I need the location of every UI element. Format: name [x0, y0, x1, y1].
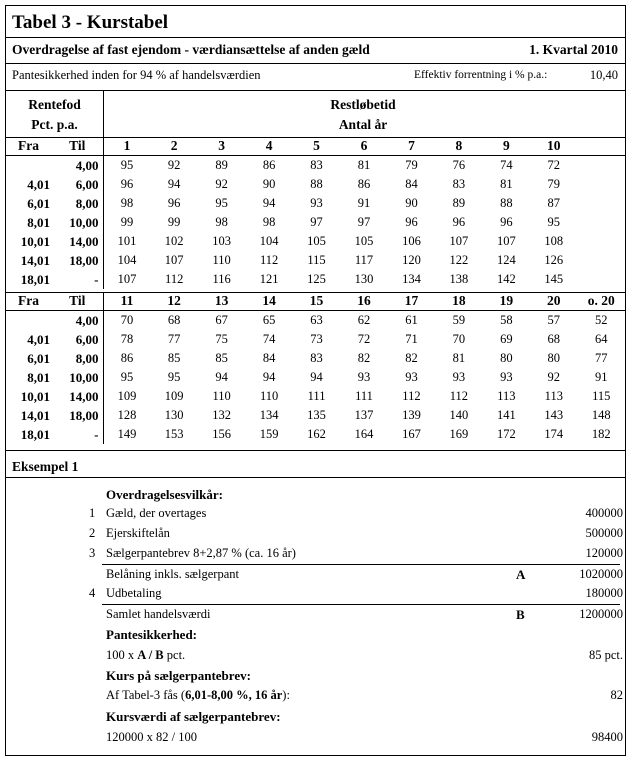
table-cell: 156	[212, 427, 231, 441]
year-header	[578, 137, 625, 156]
year-header: 3	[198, 137, 245, 156]
item-value: 120000	[585, 546, 623, 560]
year-header: 10	[530, 137, 577, 156]
table-cell: 98	[215, 215, 228, 229]
table-cell: 110	[259, 389, 279, 403]
year-header: 2	[150, 137, 197, 156]
rate-to: 6,00	[52, 330, 103, 349]
table-cell: 130	[164, 408, 184, 422]
item-value: 500000	[585, 526, 623, 540]
table-cell: 115	[307, 253, 326, 267]
table-cell: 174	[544, 427, 564, 441]
rate-table-block-1	[6, 137, 625, 289]
rate-from: 10,01	[20, 388, 50, 404]
rate-to: 18,00	[52, 251, 103, 270]
rentefod-label: Rentefod	[28, 97, 81, 112]
sum-a-label: Belåning inkls. sælgerpant	[106, 567, 239, 581]
terms-heading: Overdragelsesvilkår:	[106, 487, 223, 502]
table-cell: 72	[357, 332, 371, 346]
item-number: 2	[89, 526, 96, 540]
year-header: 4	[245, 137, 292, 156]
table-cell: 134	[402, 272, 421, 286]
table-cell: 83	[310, 351, 323, 365]
table-cell: 90	[405, 196, 418, 210]
table-cell: 70	[120, 313, 134, 327]
year-header: 16	[340, 292, 387, 311]
table-cell: 142	[496, 272, 516, 286]
table-cell: 106	[402, 234, 421, 248]
table-row	[6, 175, 625, 194]
table-cell: 89	[215, 158, 228, 172]
table-cell: 97	[310, 215, 323, 229]
year-header: 20	[530, 292, 577, 311]
table-cell: 93	[357, 370, 371, 384]
year-header: 1	[103, 137, 150, 156]
kurs-heading: Kurs på sælgerpantebrev:	[106, 668, 251, 683]
page-title: Tabel 3 - Kurstabel	[12, 12, 169, 33]
pct-label: Pct. p.a.	[31, 117, 78, 132]
table-cell: 98	[120, 196, 134, 210]
antal-label: Antal år	[338, 117, 388, 132]
rate-to: 4,00	[52, 311, 103, 331]
table-cell: 132	[212, 408, 231, 422]
fra-header: Fra	[6, 292, 52, 311]
table-cell: 83	[310, 158, 323, 172]
table-cell: 61	[405, 313, 418, 327]
table-cell: 75	[215, 332, 228, 346]
table-cell: 95	[120, 370, 134, 384]
table-cell: 109	[164, 389, 184, 403]
table-cell: 105	[354, 234, 374, 248]
rate-from: 6,01	[27, 350, 50, 366]
year-header: o. 20	[578, 292, 625, 311]
table-row	[6, 406, 625, 425]
table-cell: 107	[496, 234, 516, 248]
table-row	[6, 194, 625, 213]
year-header: 8	[435, 137, 482, 156]
til-header: Til	[52, 292, 103, 311]
table-cell: 82	[357, 351, 371, 365]
table-cell: 111	[307, 389, 326, 403]
rate-value: 10,40	[589, 68, 618, 82]
rate-to: 6,00	[52, 175, 103, 194]
year-header: 17	[388, 292, 435, 311]
table-cell: 113	[497, 389, 516, 403]
divider	[6, 450, 625, 451]
table-cell: 77	[167, 332, 181, 346]
kurs-value: 82	[610, 688, 623, 702]
table-cell: 121	[259, 272, 279, 286]
sum-b-mark: B	[516, 607, 525, 622]
table-cell: 162	[307, 427, 326, 441]
table-cell: 74	[262, 332, 276, 346]
table-cell: 134	[259, 408, 279, 422]
table-cell: 99	[120, 215, 134, 229]
sum-b-label: Samlet handelsværdi	[106, 607, 211, 621]
table-cell: 87	[547, 196, 561, 210]
fra-header: Fra	[6, 137, 52, 156]
table-cell: 86	[357, 177, 371, 191]
table-cell: 149	[117, 427, 137, 441]
table-cell: 59	[452, 313, 466, 327]
table-cell: 126	[544, 253, 564, 267]
table-cell: 153	[164, 427, 184, 441]
table-cell: 167	[402, 427, 421, 441]
rate-to: 8,00	[52, 194, 103, 213]
table-cell: 81	[452, 351, 466, 365]
rate-from: 8,01	[27, 214, 50, 230]
table-cell: 96	[452, 215, 466, 229]
table-cell: 88	[310, 177, 323, 191]
table-cell: 145	[544, 272, 564, 286]
table-cell: 79	[547, 177, 561, 191]
rate-from: 6,01	[27, 195, 50, 211]
table-cell: 72	[547, 158, 561, 172]
example-title: Eksempel 1	[12, 459, 79, 474]
table-cell: 76	[452, 158, 466, 172]
table-cell	[578, 232, 625, 251]
table-cell: 122	[449, 253, 469, 267]
rate-from: 18,01	[20, 426, 50, 442]
table-cell: 84	[405, 177, 418, 191]
sum-underline	[102, 564, 620, 565]
item-number: 3	[89, 546, 96, 560]
table-cell: 111	[355, 389, 373, 403]
table-row	[6, 311, 625, 331]
table-row	[6, 425, 625, 444]
table-cell: 62	[357, 313, 371, 327]
table-cell: 95	[215, 196, 228, 210]
item-label: Udbetaling	[106, 586, 162, 600]
rate-to: 10,00	[52, 213, 103, 232]
table-cell: 83	[452, 177, 466, 191]
year-header: 7	[388, 137, 435, 156]
table-cell: 104	[117, 253, 137, 267]
security-value: 85 pct.	[588, 648, 623, 662]
table-cell: 86	[262, 158, 276, 172]
table-cell: 143	[544, 408, 564, 422]
table-row	[6, 213, 625, 232]
year-header: 5	[293, 137, 340, 156]
table-cell: 64	[595, 332, 608, 346]
table-cell: 73	[310, 332, 323, 346]
rate-from: 14,01	[20, 252, 50, 268]
column-header-row	[6, 137, 625, 156]
table-cell: 109	[117, 389, 137, 403]
table-cell: 105	[307, 234, 326, 248]
table-cell: 94	[215, 370, 228, 384]
table-cell: 115	[592, 389, 611, 403]
table-cell: 92	[215, 177, 228, 191]
rate-from: 8,01	[27, 369, 50, 385]
rate-to: 10,00	[52, 368, 103, 387]
kursvaerdi-expression: 120000 x 82 / 100	[106, 730, 197, 744]
year-header: 13	[198, 292, 245, 311]
table-cell: 102	[164, 234, 184, 248]
rate-to: 18,00	[52, 406, 103, 425]
table-cell: 164	[354, 427, 374, 441]
rate-from: 18,01	[20, 271, 50, 287]
table-cell: 116	[212, 272, 231, 286]
table-cell: 57	[547, 313, 561, 327]
table-cell: 112	[449, 389, 469, 403]
table-cell: 69	[500, 332, 513, 346]
table-cell: 93	[500, 370, 513, 384]
table-cell	[578, 213, 625, 232]
table-row	[6, 251, 625, 270]
table-cell: 141	[496, 408, 516, 422]
table-cell: 67	[215, 313, 228, 327]
table-cell: 79	[405, 158, 418, 172]
year-header: 9	[483, 137, 530, 156]
rate-from: 4,01	[27, 331, 50, 347]
security-expression: 100 x A / B pct.	[106, 648, 186, 662]
table-cell: 110	[212, 389, 231, 403]
table-cell	[578, 251, 625, 270]
table-cell: 112	[165, 272, 184, 286]
column-header-row	[6, 292, 625, 311]
year-header: 18	[435, 292, 482, 311]
divider	[6, 90, 625, 91]
table-cell: 112	[259, 253, 279, 267]
rate-from: 4,01	[27, 176, 50, 192]
year-header: 14	[245, 292, 292, 311]
item-value: 400000	[585, 506, 623, 520]
table-cell: 130	[354, 272, 374, 286]
table-cell: 70	[452, 332, 466, 346]
table-cell: 85	[215, 351, 228, 365]
table-cell	[578, 175, 625, 194]
table-cell: 124	[496, 253, 516, 267]
kurs-expression: Af Tabel-3 fås (6,01-8,00 %, 16 år):	[106, 688, 290, 702]
table-cell: 77	[595, 351, 608, 365]
table-cell: 96	[120, 177, 134, 191]
rate-to: 14,00	[52, 232, 103, 251]
period: 1. Kvartal 2010	[529, 42, 618, 57]
subtitle: Overdragelse af fast ejendom - værdiansættelse af anden gæld	[12, 42, 370, 57]
table-cell: 85	[167, 351, 181, 365]
rate-to: 4,00	[52, 156, 103, 176]
table-cell: 90	[262, 177, 276, 191]
rate-to: -	[52, 270, 103, 289]
table-cell: 78	[120, 332, 134, 346]
table-cell: 68	[547, 332, 561, 346]
table-cell: 80	[547, 351, 561, 365]
rate-from: 14,01	[20, 407, 50, 423]
table-cell: 93	[405, 370, 418, 384]
table-cell: 138	[449, 272, 469, 286]
table-cell: 91	[595, 370, 608, 384]
table-cell: 107	[164, 253, 184, 267]
item-label: Ejerskiftelån	[106, 526, 170, 540]
table-cell: 80	[500, 351, 513, 365]
item-number: 4	[89, 586, 96, 600]
rate-from: 10,01	[20, 233, 50, 249]
table-cell: 182	[591, 427, 611, 441]
divider	[6, 37, 625, 38]
table-row	[6, 387, 625, 406]
table-row	[6, 232, 625, 251]
table-cell: 135	[307, 408, 326, 422]
table-cell: 95	[120, 158, 134, 172]
table-cell: 94	[262, 196, 276, 210]
table-cell: 103	[212, 234, 231, 248]
table-cell: 107	[117, 272, 137, 286]
table-cell: 82	[405, 351, 418, 365]
table-cell	[578, 156, 625, 176]
table-cell: 104	[259, 234, 279, 248]
table-cell: 95	[167, 370, 181, 384]
table-cell: 98	[262, 215, 276, 229]
table-cell: 81	[357, 158, 371, 172]
table-cell	[578, 194, 625, 213]
table-cell: 140	[449, 408, 469, 422]
restlobetid-label: Restløbetid	[330, 97, 396, 112]
sum-a-value: 1020000	[579, 567, 623, 581]
secured-text: Pantesikkerhed inden for 94 % af handelsværdien	[12, 68, 261, 82]
table-row	[6, 156, 625, 176]
table-cell: 172	[496, 427, 516, 441]
table-cell: 99	[167, 215, 181, 229]
table-cell: 71	[405, 332, 418, 346]
table-cell: 94	[310, 370, 323, 384]
rate-to: -	[52, 425, 103, 444]
table-cell: 169	[449, 427, 469, 441]
rate-table-block-2	[6, 292, 625, 444]
table-cell: 110	[212, 253, 231, 267]
table-cell: 94	[262, 370, 276, 384]
year-header: 15	[293, 292, 340, 311]
table-cell: 137	[354, 408, 374, 422]
table-cell: 108	[544, 234, 564, 248]
table-cell: 89	[452, 196, 466, 210]
table-cell: 95	[547, 215, 561, 229]
item-label: Sælgerpantebrev 8+2,87 % (ca. 16 år)	[106, 546, 296, 560]
table-cell	[578, 270, 625, 289]
table-row	[6, 330, 625, 349]
table-cell: 68	[167, 313, 181, 327]
table-cell: 128	[117, 408, 137, 422]
table-cell: 93	[452, 370, 466, 384]
table-cell: 96	[405, 215, 418, 229]
table-cell: 63	[310, 313, 323, 327]
table-cell: 74	[500, 158, 513, 172]
table-cell: 96	[500, 215, 513, 229]
table-cell: 148	[591, 408, 611, 422]
year-header: 11	[103, 292, 150, 311]
divider	[6, 477, 625, 478]
sum-b-value: 1200000	[579, 607, 623, 621]
table-cell: 107	[449, 234, 469, 248]
year-header: 12	[150, 292, 197, 311]
table-row	[6, 368, 625, 387]
sum-underline	[102, 604, 620, 605]
table-cell: 117	[354, 253, 374, 267]
sum-a-mark: A	[516, 567, 526, 582]
table-row	[6, 270, 625, 289]
table-cell: 113	[544, 389, 563, 403]
table-cell: 58	[500, 313, 513, 327]
rate-label: Effektiv forrentning i % p.a.:	[414, 69, 548, 81]
table-cell: 125	[307, 272, 326, 286]
year-header: 19	[483, 292, 530, 311]
table-cell: 84	[262, 351, 276, 365]
year-header: 6	[340, 137, 387, 156]
table-cell: 52	[595, 313, 608, 327]
table-cell: 112	[402, 389, 421, 403]
table-cell: 97	[357, 215, 371, 229]
table-cell: 81	[500, 177, 513, 191]
table-cell: 96	[167, 196, 181, 210]
divider	[6, 63, 625, 64]
table-cell: 93	[310, 196, 323, 210]
table-cell: 86	[120, 351, 134, 365]
table-cell: 92	[167, 158, 181, 172]
table-cell: 94	[167, 177, 181, 191]
table-cell: 91	[357, 196, 371, 210]
table-cell: 139	[402, 408, 421, 422]
table-cell: 101	[117, 234, 137, 248]
rate-to: 14,00	[52, 387, 103, 406]
table-row	[6, 349, 625, 368]
table-cell: 88	[500, 196, 513, 210]
rate-from	[6, 311, 52, 331]
security-heading: Pantesikkerhed:	[106, 627, 197, 642]
table-cell: 120	[402, 253, 421, 267]
rate-from	[6, 156, 52, 176]
kursvaerdi-heading: Kursværdi af sælgerpantebrev:	[106, 709, 281, 724]
table-cell: 159	[259, 427, 279, 441]
rate-to: 8,00	[52, 349, 103, 368]
item-number: 1	[89, 506, 96, 520]
kursvaerdi-value: 98400	[591, 730, 623, 744]
table-cell: 65	[262, 313, 276, 327]
til-header: Til	[52, 137, 103, 156]
table-cell: 92	[547, 370, 561, 384]
item-label: Gæld, der overtages	[106, 506, 207, 520]
item-value: 180000	[585, 586, 623, 600]
